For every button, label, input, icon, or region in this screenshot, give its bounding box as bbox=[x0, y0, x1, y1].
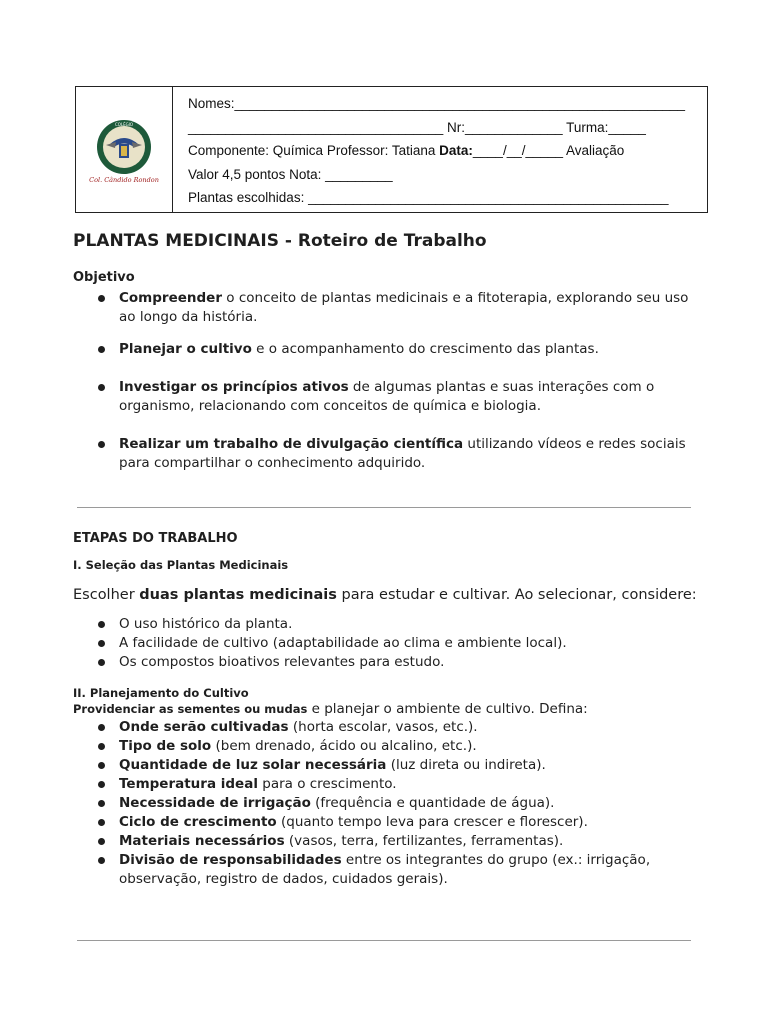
divider bbox=[77, 940, 691, 941]
componente-text: Componente: Química Professor: Tatiana bbox=[188, 143, 440, 158]
page-title: PLANTAS MEDICINAIS - Roteiro de Trabalho bbox=[73, 231, 487, 251]
data-field[interactable]: ____/__/_____ Avaliação bbox=[472, 143, 625, 158]
section-1-intro: Escolher duas plantas medicinais para estudar e cultivar. Ao selecionar, considere: bbox=[73, 587, 697, 603]
section-2-heading: II. Planejamento do Cultivo bbox=[73, 686, 249, 700]
list-item: Materiais necessários (vasos, terra, fertilizantes, ferramentas). bbox=[73, 832, 703, 851]
document-body bbox=[73, 226, 703, 473]
objetivo-item: Compreender o conceito de plantas medicinais e a fitoterapia, explorando seu uso ao longo da história. bbox=[73, 289, 703, 327]
etapas-section bbox=[73, 531, 703, 889]
list-item: Quantidade de luz solar necessária (luz direta ou indireta). bbox=[73, 756, 703, 775]
valor-nota-field[interactable]: Valor 4,5 pontos Nota: _________ bbox=[188, 166, 393, 182]
objetivo-item: Planejar o cultivo e o acompanhamento do crescimento das plantas. bbox=[73, 340, 703, 359]
logo-text-bottom: Col. Cândido Rondon bbox=[89, 175, 159, 184]
section-2-list bbox=[73, 718, 703, 889]
objetivo-item: Realizar um trabalho de divulgação científica utilizando vídeos e redes sociais para compartilhar o conhecimento adquirido. bbox=[73, 435, 703, 473]
plantas-field[interactable]: Plantas escolhidas: ________________________________________________ bbox=[188, 190, 669, 205]
list-item: Necessidade de irrigação (frequência e quantidade de água). bbox=[73, 794, 703, 813]
nr-turma-field[interactable]: __________________________________ Nr:_____________ Turma:_____ bbox=[188, 119, 646, 135]
section-1-heading: I. Seleção das Plantas Medicinais bbox=[73, 558, 289, 572]
logo-text-top: COLÉGIO bbox=[114, 121, 134, 127]
list-item: Os compostos bioativos relevantes para estudo. bbox=[73, 653, 703, 672]
list-item: Temperatura ideal para o crescimento. bbox=[73, 775, 703, 794]
logo-cell bbox=[76, 87, 173, 212]
list-item: A facilidade de cultivo (adaptabilidade ao clima e ambiente local). bbox=[73, 634, 703, 653]
data-label: Data: bbox=[439, 143, 473, 158]
objetivo-heading: Objetivo bbox=[73, 270, 135, 285]
list-item: Ciclo de crescimento (quanto tempo leva para crescer e florescer). bbox=[73, 813, 703, 832]
objetivo-list bbox=[73, 289, 703, 473]
objetivo-item: Investigar os princípios ativos de algumas plantas e suas interações com o organismo, relacionando com conceitos de química e biologia. bbox=[73, 378, 703, 416]
etapas-heading: ETAPAS DO TRABALHO bbox=[73, 531, 238, 546]
componente-line bbox=[188, 139, 707, 163]
section-1-list bbox=[73, 615, 703, 672]
list-item: Onde serão cultivadas (horta escolar, vasos, etc.). bbox=[73, 718, 703, 737]
list-item: O uso histórico da planta. bbox=[73, 615, 703, 634]
nomes-field[interactable]: Nomes:____________________________________________________________ bbox=[188, 96, 685, 111]
school-crest-logo bbox=[88, 114, 160, 186]
section-2-intro: Providenciar as sementes ou mudas e planejar o ambiente de cultivo. Defina: bbox=[73, 701, 588, 717]
list-item: Tipo de solo (bem drenado, ácido ou alcalino, etc.). bbox=[73, 737, 703, 756]
header-fields bbox=[173, 87, 707, 212]
divider bbox=[77, 507, 691, 508]
list-item: Divisão de responsabilidades entre os integrantes do grupo (ex.: irrigação, observação, registro de dados, cuidados gerais). bbox=[73, 851, 703, 889]
header-box bbox=[75, 86, 708, 213]
